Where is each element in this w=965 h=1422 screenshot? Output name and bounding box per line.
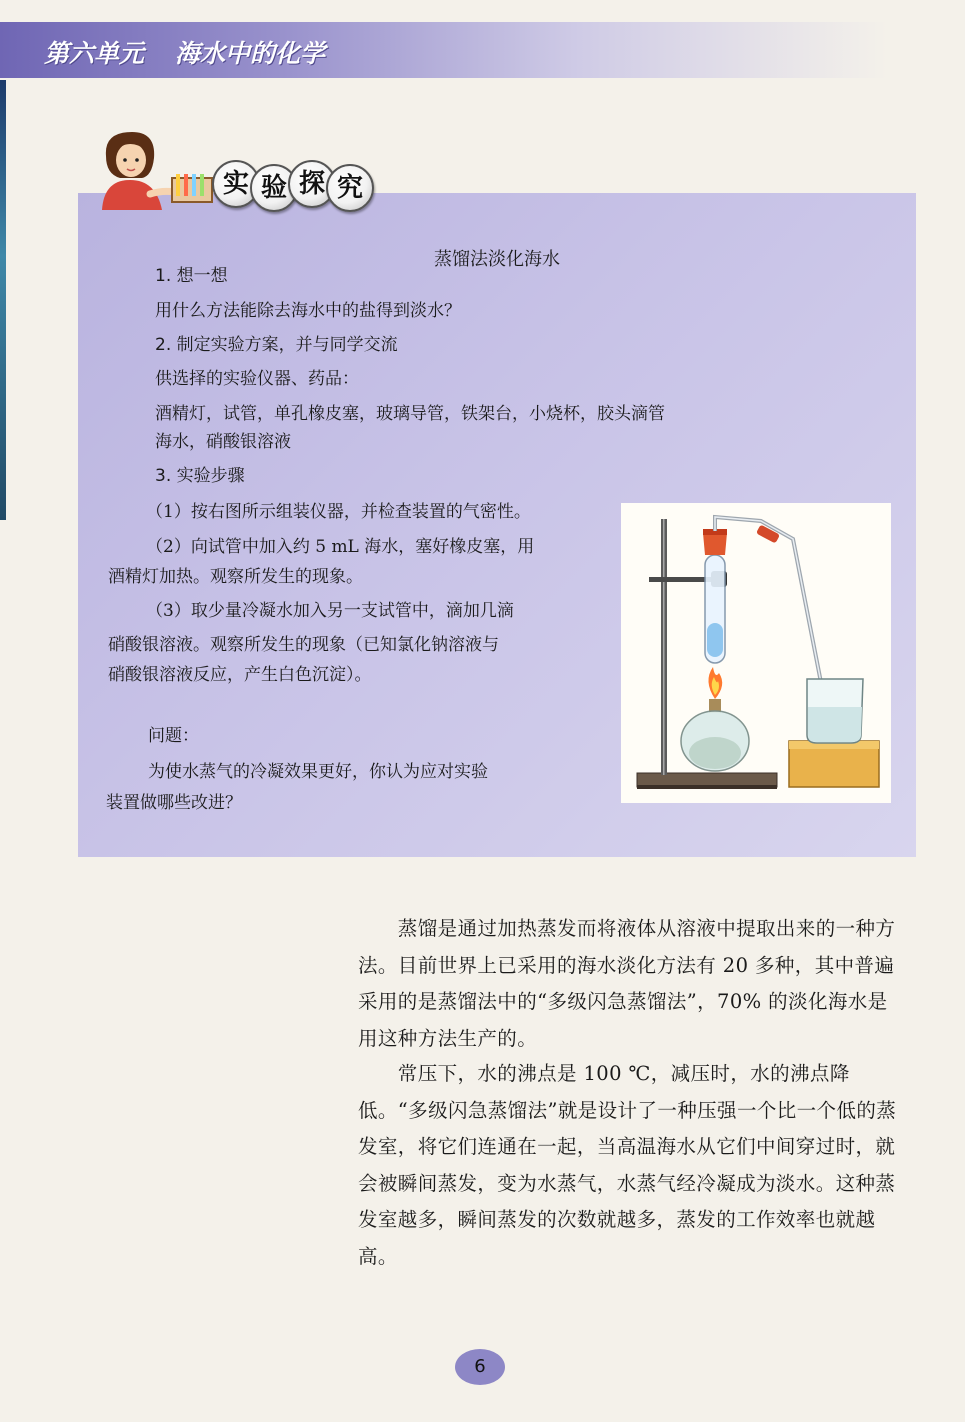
page-header: [0, 22, 965, 78]
experiment-title: 蒸馏法淡化海水: [434, 249, 560, 270]
step-3-heading: 3. 实验步骤: [155, 466, 245, 486]
question-text-cont: 装置做哪些改进？: [106, 793, 242, 813]
student-illustration: [92, 128, 222, 210]
badge-char-4: 究: [326, 164, 374, 212]
materials-list-2: 海水，硝酸银溶液: [155, 432, 291, 452]
page-number: 6: [455, 1349, 505, 1385]
body-paragraph-1: 蒸馏是通过加热蒸发而将液体从溶液中提取出来的一种方法。目前世界上已采用的海水淡化方法有 20 多种，其中普遍采用的是蒸馏法中的“多级闪急蒸馏法”，70% 的淡化海水是用这种方法生产的。: [358, 917, 896, 1050]
procedure-2: （2）向试管中加入约 5 mL 海水，塞好橡皮塞，用: [146, 537, 535, 557]
step-1-heading: 1. 想一想: [155, 266, 228, 286]
unit-topic: 海水中的化学: [175, 39, 326, 68]
materials-heading: 供选择的实验仪器、药品：: [155, 369, 359, 389]
distillation-apparatus-figure: [621, 503, 891, 803]
question-heading: 问题：: [148, 726, 199, 746]
procedure-2-cont: 酒精灯加热。观察所发生的现象。: [108, 567, 363, 587]
procedure-1: （1）按右图所示组装仪器，并检查装置的气密性。: [146, 502, 531, 522]
badge-char-2: 验: [250, 164, 298, 212]
procedure-3-cont: 硝酸银溶液。观察所发生的现象（已知氯化钠溶液与: [108, 635, 499, 655]
step-2-heading: 2. 制定实验方案，并与同学交流: [155, 335, 398, 355]
badge-char-1: 实: [212, 160, 260, 208]
left-edge-strip: [0, 80, 6, 520]
procedure-3: （3）取少量冷凝水加入另一支试管中，滴加几滴: [146, 601, 514, 621]
materials-list: 酒精灯，试管，单孔橡皮塞，玻璃导管，铁架台，小烧杯，胶头滴管: [155, 404, 665, 424]
unit-label: 第六单元: [44, 39, 145, 68]
step-1-question: 用什么方法能除去海水中的盐得到淡水？: [155, 301, 461, 321]
body-paragraph-2: 常压下，水的沸点是 100 ℃，减压时，水的沸点降低。“多级闪急蒸馏法”就是设计了一种压强一个比一个低的蒸发室，将它们连通在一起，当高温海水从它们中间穿过时，就会被瞬间蒸发，变为水蒸气，水蒸气经冷凝成为淡水。这种蒸发室越多，瞬间蒸发的次数就越多，蒸发的工作效率也就越高。: [358, 1062, 897, 1268]
distillation-apparatus-drawing: [621, 503, 891, 803]
question-text: 为使水蒸气的冷凝效果更好，你认为应对实验: [148, 762, 488, 782]
procedure-3-cont-2: 硝酸银溶液反应，产生白色沉淀）。: [108, 665, 372, 685]
badge-char-3: 探: [288, 160, 336, 208]
